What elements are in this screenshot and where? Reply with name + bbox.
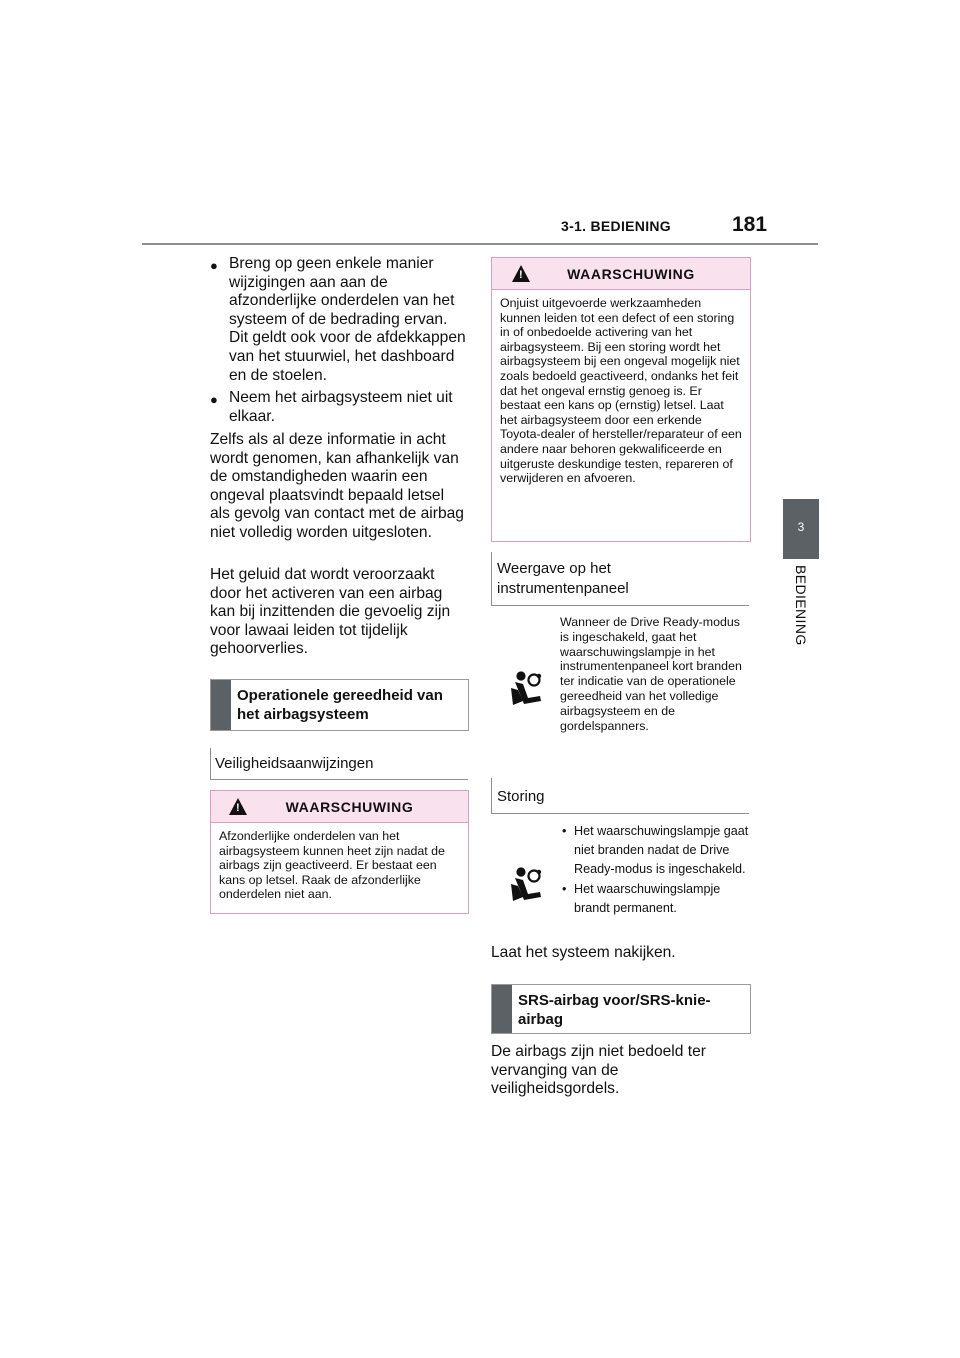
warning-box-right <box>491 257 751 542</box>
subheading-vline <box>491 778 492 813</box>
section-heading: Operationele gereedheid van het airbagsysteem <box>237 687 443 723</box>
bullet-text-1: Breng op geen enkele manier wijzigingen aan aan de afzonderlijke onderdelen van het systeem of de bedrading ervan. Dit geldt ook voor de afdekkappen van het stuurwiel, het dashboard en de stoelen. <box>229 255 466 384</box>
closing-paragraph: De airbags zijn niet bedoeld ter vervanging van de veiligheidsgordels. <box>491 1043 706 1098</box>
warning-header <box>492 258 750 290</box>
chapter-number: 3 <box>797 520 805 534</box>
section-title: 3-1. BEDIENING <box>561 218 671 234</box>
warning-header <box>211 791 468 823</box>
chapter-label: BEDIENING <box>793 565 809 646</box>
warning-triangle-icon: ! <box>229 798 247 815</box>
subheading-fault: Storing <box>497 788 545 805</box>
page-number: 181 <box>732 213 768 236</box>
section-heading-box <box>210 679 469 731</box>
section-heading-box <box>491 984 751 1034</box>
bullet-text-2: Neem het airbagsysteem niet uit elkaar. <box>229 389 453 425</box>
warning-text: Afzonderlijke onderdelen van het airbagsysteem kunnen heet zijn nadat de airbags zijn geactiveerd. Er bestaat een kans op letsel. Raak de afzonderlijke onderdelen niet aan. <box>219 829 445 902</box>
subheading-underline <box>491 813 749 814</box>
bullet-dot: ● <box>210 392 218 407</box>
subheading-underline <box>491 605 749 606</box>
subheading-vline <box>210 748 211 779</box>
warning-title: WAARSCHUWING <box>567 266 695 282</box>
header-divider <box>142 243 818 245</box>
warning-title: WAARSCHUWING <box>285 799 414 815</box>
bullet-dot: ● <box>210 258 218 273</box>
subheading-safety: Veiligheidsaanwijzingen <box>215 755 374 772</box>
section-heading: SRS-airbag voor/SRS-knie-airbag <box>518 992 711 1028</box>
subheading-underline <box>210 779 468 780</box>
fault-list <box>562 822 750 918</box>
fault-action: Laat het systeem nakijken. <box>491 944 676 961</box>
airbag-warning-icon <box>509 864 545 904</box>
subheading-display: Weergave op het instrumentenpaneel <box>497 560 629 597</box>
display-description: Wanneer de Drive Ready-modus is ingeschakeld, gaat het waarschuwingslampje in het instrumentenpaneel kort branden ter indicatie van de operationele gereedheid van het volledige airbagsysteem en de gordelspanners. <box>560 615 742 733</box>
section-heading-bar <box>211 680 231 730</box>
section-heading-bar <box>492 985 512 1033</box>
list-item: • Het waarschuwingslampje brandt permanent. <box>562 880 750 918</box>
paragraph-1: Zelfs als al deze informatie in acht wordt genomen, kan afhankelijk van de omstandigheden waarin een ongeval plaatsvindt bepaald letsel als gevolg van contact met de airbag niet volledig worden uitgesloten. <box>210 431 464 541</box>
warning-triangle-icon: ! <box>512 265 530 282</box>
airbag-warning-icon <box>509 668 545 708</box>
paragraph-2: Het geluid dat wordt veroorzaakt door het activeren van een airbag kan bij inzittenden die gevoelig zijn voor lawaai leiden tot tijdelijk gehoorverlies. <box>210 566 451 658</box>
warning-text: Onjuist uitgevoerde werkzaamheden kunnen leiden tot een defect of een storing in of onbedoelde activering van het airbagsysteem. Bij een storing wordt het airbagsysteem bij een ongeval mogelijk niet zoals bedoeld geactiveerd, ondanks het feit dat het ongeval ernstig genoeg is. Er bestaat een kans op (ernstig) letsel. Laat het airbagsysteem door een erkende Toyota-dealer of hersteller/reparateur of een andere naar behoren gekwalificeerde en uitgeruste deskundige testen, repareren of verwijderen en afvoeren. <box>500 296 742 486</box>
warning-box-left <box>210 790 469 914</box>
list-item: • Het waarschuwingslampje gaat niet branden nadat de Drive Ready-modus is ingeschakeld. <box>562 822 750 880</box>
subheading-vline <box>491 552 492 605</box>
